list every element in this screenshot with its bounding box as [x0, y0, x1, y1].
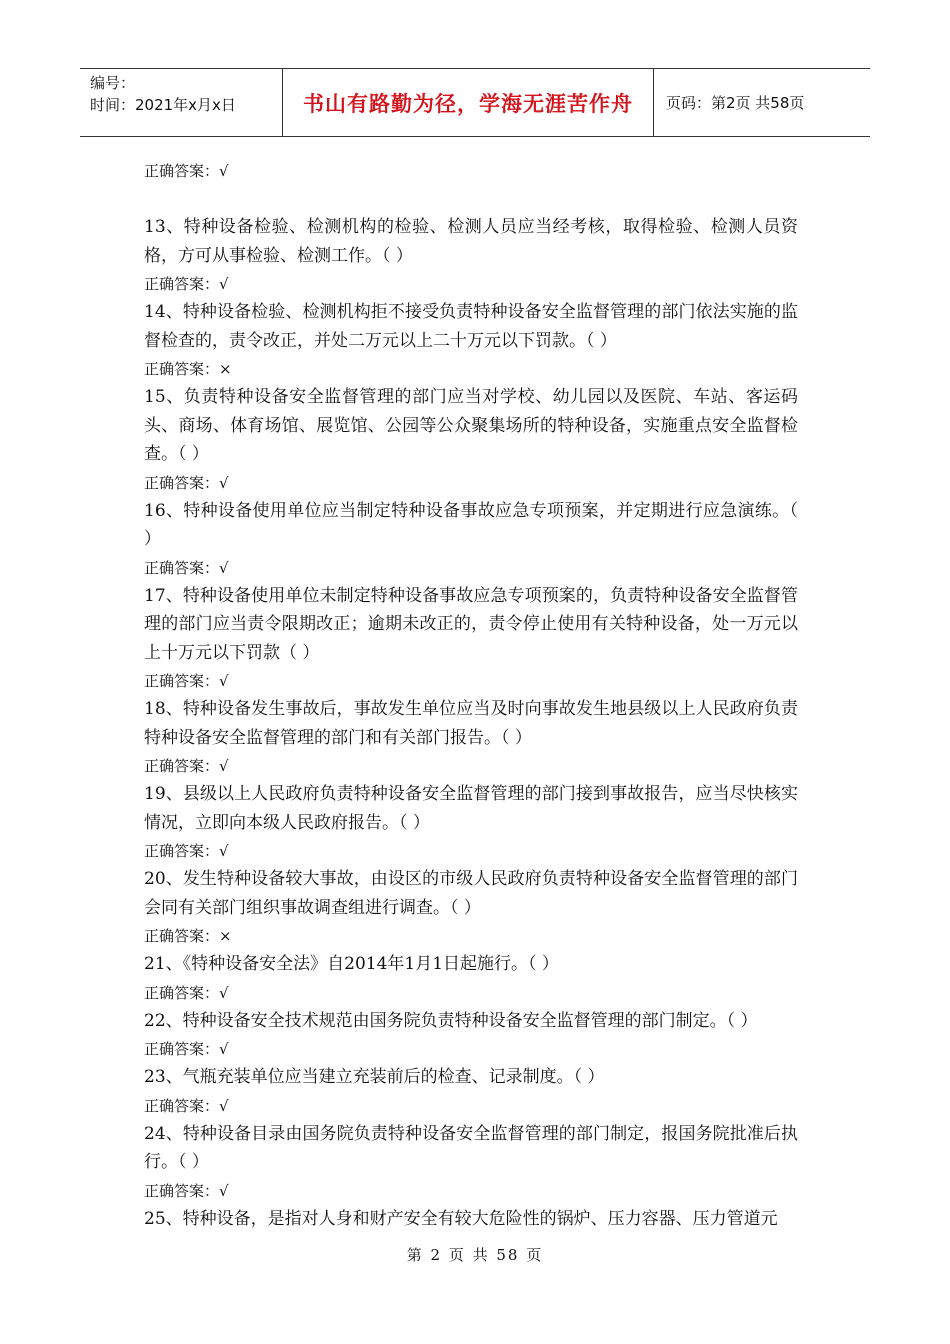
question-item — [144, 1007, 798, 1064]
question-text: 13、特种设备检验、检测机构的检验、检测人员应当经考核，取得检验、检测人员资格，方可从事检验、检测工作。（ ） — [144, 217, 798, 266]
answer-line: 正确答案：√ — [144, 983, 229, 1002]
question-item — [144, 1205, 798, 1234]
answer-line: 正确答案：√ — [144, 1040, 229, 1058]
answer-line: 正确答案：√ — [144, 672, 229, 690]
question-item — [144, 950, 798, 1007]
answer-line: 正确答案：√ — [144, 1096, 229, 1115]
question-text: 18、特种设备发生事故后，事故发生单位应当及时向事故发生地县级以上人民政府负责特种设备安全监督管理的部门和有关部门报告。（ ） — [144, 699, 798, 748]
header-motto: 书山有路勤为径，学海无涯苦作舟 — [282, 69, 654, 136]
question-text: 14、特种设备检验、检测机构拒不接受负责特种设备安全监督管理的部门依法实施的监督检查的，责令改正，并处二万元以上二十万元以下罚款。（ ） — [144, 302, 798, 351]
answer-line: 正确答案：√ — [144, 757, 229, 775]
question-text: 20、发生特种设备较大事故，由设区的市级人民政府负责特种设备安全监督管理的部门会同有关部门组织事故调查组进行调查。（ ） — [144, 869, 798, 918]
question-item — [144, 695, 798, 780]
answer-line: 正确答案：√ — [144, 473, 229, 492]
header-meta — [80, 69, 282, 136]
header-page-code: 页码：第2页 共58页 — [666, 94, 805, 112]
question-item — [144, 213, 798, 298]
question-item — [144, 383, 798, 497]
question-item — [144, 1063, 798, 1120]
question-item — [144, 1120, 798, 1205]
question-text: 16、特种设备使用单位应当制定特种设备事故应急专项预案，并定期进行应急演练。（ ） — [144, 500, 798, 549]
answer-line: 正确答案：× — [144, 927, 232, 945]
page-header — [80, 68, 870, 137]
question-item — [144, 582, 798, 696]
answer-line: 正确答案：√ — [144, 842, 229, 860]
blank-gap — [144, 185, 798, 213]
question-item — [144, 298, 798, 383]
question-text: 22、特种设备安全技术规范由国务院负责特种设备安全监督管理的部门制定。（ ） — [144, 1010, 758, 1031]
question-text: 17、特种设备使用单位未制定特种设备事故应急专项预案的，负责特种设备安全监督管理的部门应当责令限期改正；逾期未改正的，责令停止使用有关特种设备，处一万元以上十万元以下罚款（ ） — [144, 585, 798, 663]
answer-line: 正确答案：√ — [144, 275, 229, 293]
question-text: 21、《特种设备安全法》自2014年1月1日起施行。（ ） — [144, 954, 559, 974]
question-item — [144, 780, 798, 865]
question-item — [144, 865, 798, 950]
header-number-label: 编号： — [90, 74, 136, 92]
answer-line: 正确答案：× — [144, 360, 232, 378]
answer-line: 正确答案：√ — [144, 162, 229, 180]
question-text: 19、县级以上人民政府负责特种设备安全监督管理的部门接到事故报告，应当尽快核实情况，立即向本级人民政府报告。（ ） — [144, 784, 798, 833]
question-text: 15、负责特种设备安全监督管理的部门应当对学校、幼儿园以及医院、车站、客运码头、商场、体育场馆、展览馆、公园等公众聚集场所的特种设备，实施重点安全监督检查。（ ） — [144, 387, 798, 464]
header-time-label: 时间：2021年x月x日 — [90, 96, 236, 114]
page-footer: 第 2 页 共 58 页 — [406, 1246, 544, 1264]
question-text: 24、特种设备目录由国务院负责特种设备安全监督管理的部门制定，报国务院批准后执行。（ ） — [144, 1123, 798, 1172]
question-text: 25、特种设备，是指对人身和财产安全有较大危险性的锅炉、压力容器、压力管道元 — [144, 1208, 778, 1229]
answer-line: 正确答案：√ — [144, 1181, 229, 1200]
question-text: 23、气瓶充装单位应当建立充装前后的检查、记录制度。（ ） — [144, 1067, 605, 1087]
answer-line: 正确答案：√ — [144, 558, 229, 577]
question-list — [144, 157, 798, 1233]
question-item — [144, 497, 798, 582]
